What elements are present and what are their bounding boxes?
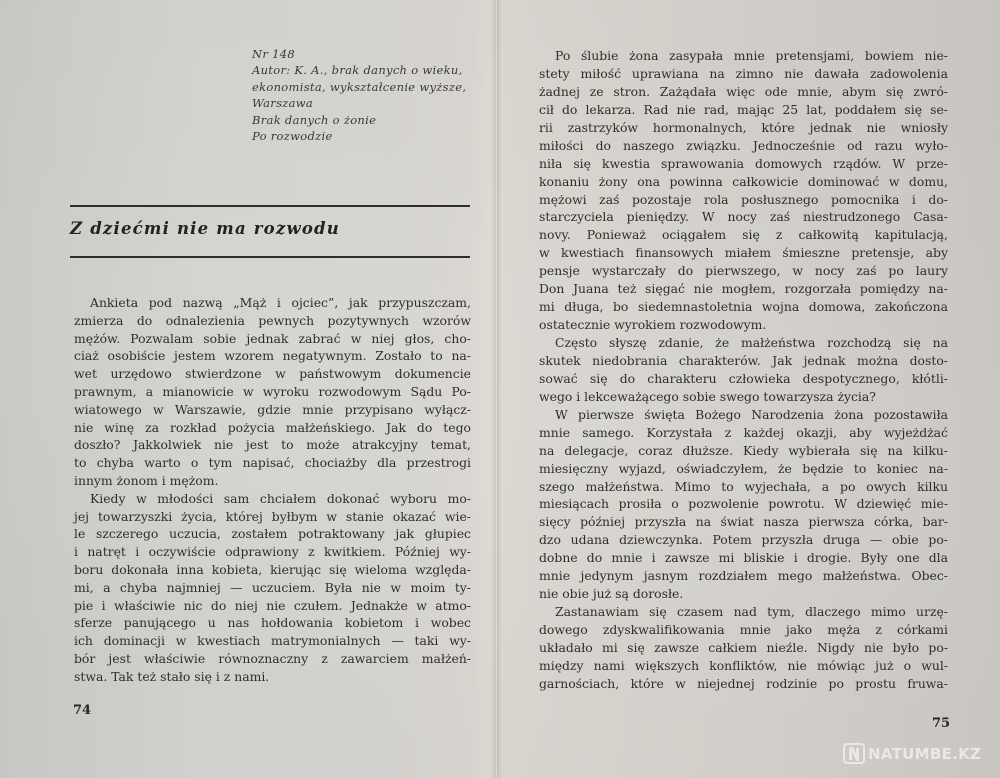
text-line: dobne do mnie i zawsze mi bliskie i drogie. Były one dla <box>539 550 948 566</box>
text-line: konaniu żony ona powinna całkowicie dominować w domu, <box>539 173 948 189</box>
text-line: novy. Ponieważ ociągałem się z całkowitą kapitulacją, <box>539 227 948 243</box>
watermark <box>843 743 981 764</box>
text-line: mnie samego. Korzystała z każdej okazji, aby wyjeżdżać <box>539 424 948 440</box>
text-line: skutek niedobrania charakterów. Jak jednak można dosto- <box>539 352 948 368</box>
text-line: doszło? Jakkolwiek nie jest to może atrakcyjny temat, <box>74 437 471 453</box>
text-line: prawnym, a mianowicie w wyroku rozwodowym Sądu Po- <box>74 383 471 399</box>
text-line: cił do lekarza. Rad nie rad, mając 25 lat, poddałem się se- <box>539 101 948 117</box>
text-line: w kwestiach finansowych miałem śmieszne pretensje, aby <box>539 245 948 261</box>
marital-status: Po rozwodzie <box>252 129 333 144</box>
respondent-info <box>252 46 466 144</box>
text-line: wego i lekceważącego sobie swego towarzysza życia? <box>539 388 876 404</box>
text-line: Kiedy w młodości sam chciałem dokonać wyboru mo- <box>90 490 471 506</box>
watermark-text: NATUMBE.KZ <box>868 744 982 763</box>
text-line: dzo udana dziewczynka. Potem przyszła druga — obie po- <box>539 532 948 548</box>
text-line: wiatowego w Warszawie, gdzie mnie przypisano wyłącz- <box>74 401 471 417</box>
left-page <box>0 0 497 778</box>
text-line: pie i właściwie nic do niej nie czułem. Jednakże w atmo- <box>74 597 471 613</box>
text-line: nie obie już są dorosłe. <box>539 586 684 602</box>
text-line: i natręt i oczywiście odprawiony z kwitkiem. Później wy- <box>74 544 471 560</box>
text-line: innym żonom i mężom. <box>74 472 219 488</box>
text-line: mężów. Pozwalam sobie jednak zabrać w niej głos, cho- <box>74 330 471 346</box>
text-line: na delegacje, coraz dłuższe. Kiedy wybierała się na kilku- <box>539 442 948 458</box>
spouse-info: Brak danych o żonie <box>252 112 377 127</box>
text-line: starczyciela pieniędzy. W nocy zaś niestrudzonego Casa- <box>539 209 948 225</box>
title-rule-top <box>70 205 470 207</box>
text-line: rii zastrzyków hormonalnych, które jednak nie wniosły <box>539 119 948 135</box>
text-line: ciaż osobiście jestem wzorem negatywnym. Zostało to na- <box>74 348 471 364</box>
text-line: żadnej ze stron. Zażądała więc ode mnie, abym się zwró- <box>539 83 948 99</box>
text-line: miesiącach prosiła o pozwolenie powrotu. W dziewięć mie- <box>539 496 948 512</box>
entry-number: Nr 148 <box>252 47 295 61</box>
text-line: ich dominacji w kwestiach matrymonialnych — taki wy- <box>74 633 471 649</box>
text-line: Często słyszę zdanie, że małżeństwa rozchodzą się na <box>555 335 948 350</box>
author-info-continued: ekonomista, wykształcenie wyższe, <box>252 79 467 94</box>
text-line: niła się kwestia sprawowania domowych rządów. W prze- <box>539 155 948 171</box>
text-line: Po ślubie żona zasypała mnie pretensjami, bowiem nie- <box>555 48 948 63</box>
page-number-left: 74 <box>73 703 92 718</box>
text-line: wet urzędowo stwierdzone w państwowym dokumencie <box>74 366 471 382</box>
text-line: ostatecznie wyrokiem rozwodowym. <box>539 317 767 333</box>
text-line: szego małżeństwa. Mimo to wyjechała, a po owych kilku <box>539 478 948 494</box>
text-line: jej towarzyszki życia, której byłbym w stanie okazać wie- <box>74 508 471 524</box>
text-line: sować się do charakteru człowieka despotycznego, kłótli- <box>539 370 948 386</box>
watermark-logo-icon <box>843 743 865 764</box>
text-line: miesięczny wyjazd, oświadczyłem, że będzie to koniec na- <box>539 460 948 476</box>
text-line: układało mi się zawsze całkiem nieźle. Nigdy nie było po- <box>539 639 948 655</box>
text-line: boru dokonała inna kobieta, kierując się wieloma względa- <box>74 561 471 577</box>
author-info: Autor: K. A., brak danych o wieku, <box>252 63 463 78</box>
right-page-body <box>539 47 948 693</box>
text-line: dowego zdyskwalifikowania mnie jako męża z córkami <box>539 622 948 637</box>
text-line: bór jest właściwie równoznaczny z zawarciem małżeń- <box>74 650 471 666</box>
text-line: zmierza do odnalezienia pewnych pozytywnych wzorów <box>74 312 471 328</box>
text-line: mężowi zaś pozostaje rola posłusznego pomocnika i do- <box>539 191 948 207</box>
text-line: Ankieta pod nazwą „Mąż i ojciec”, jak przypuszczam, <box>90 295 471 310</box>
text-line: sferze panującego u nas hołdowania kobietom i wobec <box>74 615 471 631</box>
text-line: le szczerego uczucia, zostałem potraktowany jak głupiec <box>74 526 471 542</box>
text-line: mnie jedynym jasnym rozdziałem mego małżeństwa. Obec- <box>539 568 948 584</box>
text-line: nie winę za rozkład pożycia małżeńskiego. Jak do tego <box>74 419 471 435</box>
text-line: Zastanawiam się czasem nad tym, dlaczego mimo urzę- <box>555 604 948 620</box>
text-line: stwa. Tak też stało się i z nami. <box>74 668 270 684</box>
text-line: W pierwsze święta Bożego Narodzenia żona pozostawiła <box>555 406 948 422</box>
text-line: stety miłość uprawiana na zimno nie dawała zadowolenia <box>539 65 948 81</box>
text-line: miłości do naszego związku. Jednocześnie od razu wyło- <box>539 137 948 153</box>
text-line: to chyba warto o tym napisać, chociażby dla przestrogi <box>74 455 471 471</box>
chapter-title: Z dziećmi nie ma rozwodu <box>70 219 340 238</box>
text-line: Don Juana też sięgać nie mogłem, rozgorzała pomiędzy na- <box>539 281 948 297</box>
text-line: mi, a chyba najmniej — uczuciem. Była nie w moim ty- <box>74 579 471 595</box>
text-line: mi długa, bo siedemnastoletnia wojna domowa, zakończona <box>539 299 948 315</box>
text-line: sięcy później przyszła na świat nasza pierwsza córka, bar- <box>539 514 948 530</box>
text-line: pensje wystarczały do pierwszego, w nocy zaś po laury <box>539 263 948 279</box>
page-number-right: 75 <box>932 716 951 731</box>
author-city: Warszawa <box>252 96 314 111</box>
text-line: między nami większych konfliktów, nie mówiąc już o wul- <box>539 657 948 673</box>
text-line: garnościach, które w niejednej rodzinie po prostu fruwa- <box>539 675 948 691</box>
left-page-body <box>74 294 471 686</box>
title-rule-bottom <box>70 256 470 258</box>
